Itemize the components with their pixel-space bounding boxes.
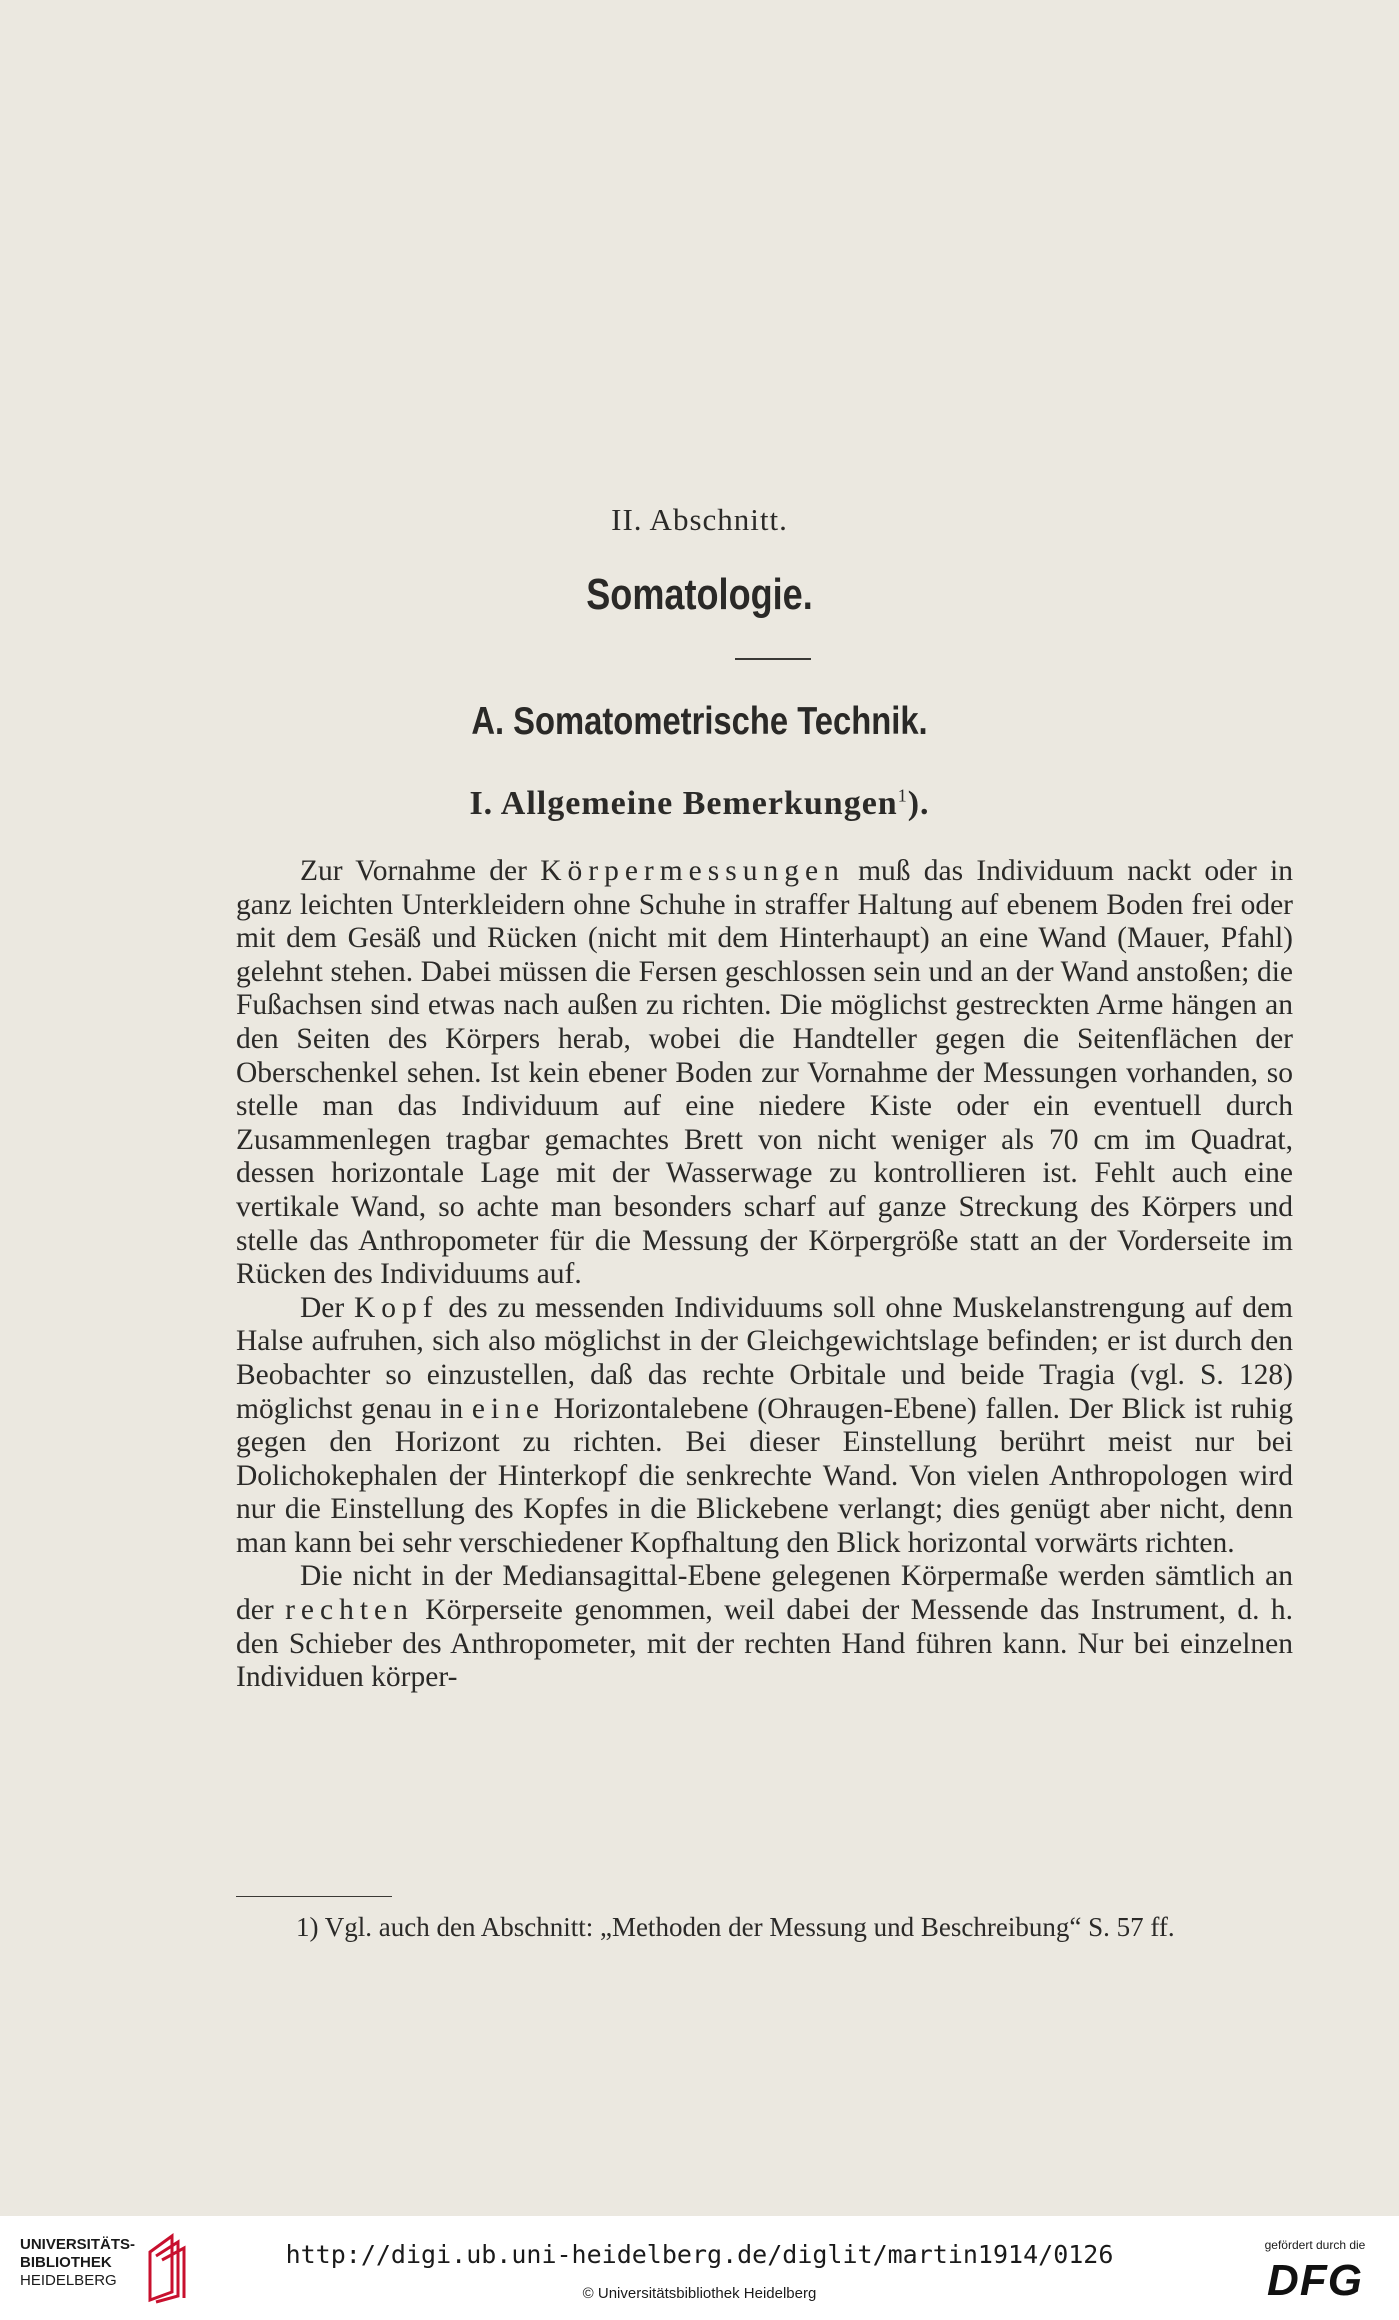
title-divider xyxy=(735,658,811,660)
paragraph-text: Körperseite genommen, weil dabei der Messende das Instrument, d. h. den Schieber des Anthropometer, mit der rechten Hand führen kann. Nur bei einzelnen Individuen körper- xyxy=(236,1594,1293,1694)
page-title: Somatologie. xyxy=(586,570,813,619)
dfg-logo[interactable]: DFG xyxy=(1267,2256,1363,2305)
section-heading-text: I. Allgemeine Bemerkungen xyxy=(469,785,898,822)
paragraph-text: des zu messenden Individuums soll ohne Muskelanstrengung auf dem Halse aufruhen, sich also möglichst in der Gleichgewichtslage befinden; er ist durch den Beobachter so einzustellen, daß das rechte Orbitale und beide Tragia (vgl. S. 128) möglichst genau in xyxy=(236,1291,1293,1425)
section-heading-end: ). xyxy=(907,785,930,822)
permalink-url[interactable]: http://digi.ub.uni-heidelberg.de/diglit/martin1914/0126 xyxy=(285,2240,1114,2269)
paragraph-text: Zur Vornahme der xyxy=(300,855,541,887)
footnote-marker[interactable]: 1 xyxy=(897,785,908,806)
section-heading xyxy=(0,785,1399,823)
footnote xyxy=(236,1912,1293,1942)
logo-line-2: BIBLIOTHEK xyxy=(20,2254,112,2271)
paragraph-2 xyxy=(236,1292,1293,1561)
paragraph-text: Die nicht in der Mediansagittal-Ebene gelegenen Körpermaße werden sämtlich an der xyxy=(236,1560,1293,1627)
logo-line-1: UNIVERSITÄTS- xyxy=(20,2236,136,2253)
logo-line-3: HEIDELBERG xyxy=(20,2272,117,2289)
spaced-emphasis: Körpermessungen xyxy=(540,855,845,887)
spaced-emphasis: eine xyxy=(471,1392,545,1425)
paragraph-text: Horizontalebene (Ohraugen-Ebene) fallen. Der Blick ist ruhig gegen den Horizont zu richten. Bei dieser Einstellung berührt meist nur bei Dolichokephalen der Hinterkopf die senkrechte Wand. Von vielen Anthropologen wird nur die Einstellung des Kopfes in die Blickebene verlangt; dies genügt aber nicht, denn man kann bei sehr verschiedener Kopfhaltung den Blick horizontal vorwärts richten. xyxy=(236,1392,1293,1559)
paragraph-3 xyxy=(236,1560,1293,1694)
spaced-emphasis: rechten xyxy=(285,1594,414,1627)
footnote-text: 1) Vgl. auch den Abschnitt: „Methoden der Messung und Beschreibung“ S. 57 ff. xyxy=(296,1912,1175,1942)
footnote-divider xyxy=(236,1896,392,1897)
funding-label: gefördert durch die xyxy=(1264,2238,1366,2252)
paragraph-text: muß das Individuum nackt oder in ganz leichten Unterkleidern ohne Schuhe in straffer Haltung auf ebenem Boden frei oder mit dem Gesäß und Rücken (nicht mit dem Hinterhaupt) an eine Wand (Mauer, Pfahl) gelehnt stehen. Dabei müssen die Fersen geschlossen sein und an der Wand anstoßen; die Fußachsen sind etwas nach außen zu richten. Die möglichst gestreckten Arme hängen an den Seiten des Körpers herab, wobei die Handteller gegen die Seitenflächen der Oberschenkel sehen. Ist kein ebener Boden zur Vornahme der Messungen vorhanden, so stelle man das Individuum auf eine niedere Kiste oder ein eventuell durch Zusammenlegen tragbar gemachtes Brett von nicht weniger als 70 cm im Quadrat, dessen horizontale Lage mit der Wasserwage zu kontrollieren ist. Fehlt auch eine vertikale Wand, so achte man besonders scharf auf ganze Streckung des Körpers und stelle das Anthropometer für die Messung der Körpergröße statt an der Vorderseite im Rücken des Individuums auf. xyxy=(236,855,1293,1291)
spaced-emphasis: Kopf xyxy=(353,1291,439,1324)
paragraph-1 xyxy=(236,855,1293,1292)
section-label: II. Abschnitt. xyxy=(611,502,788,537)
body-text xyxy=(236,855,1293,1695)
paragraph-text: Der xyxy=(300,1291,354,1324)
copyright-notice: © Universitätsbibliothek Heidelberg xyxy=(582,2285,817,2302)
chapter-heading: A. Somatometrische Technik. xyxy=(471,700,928,743)
